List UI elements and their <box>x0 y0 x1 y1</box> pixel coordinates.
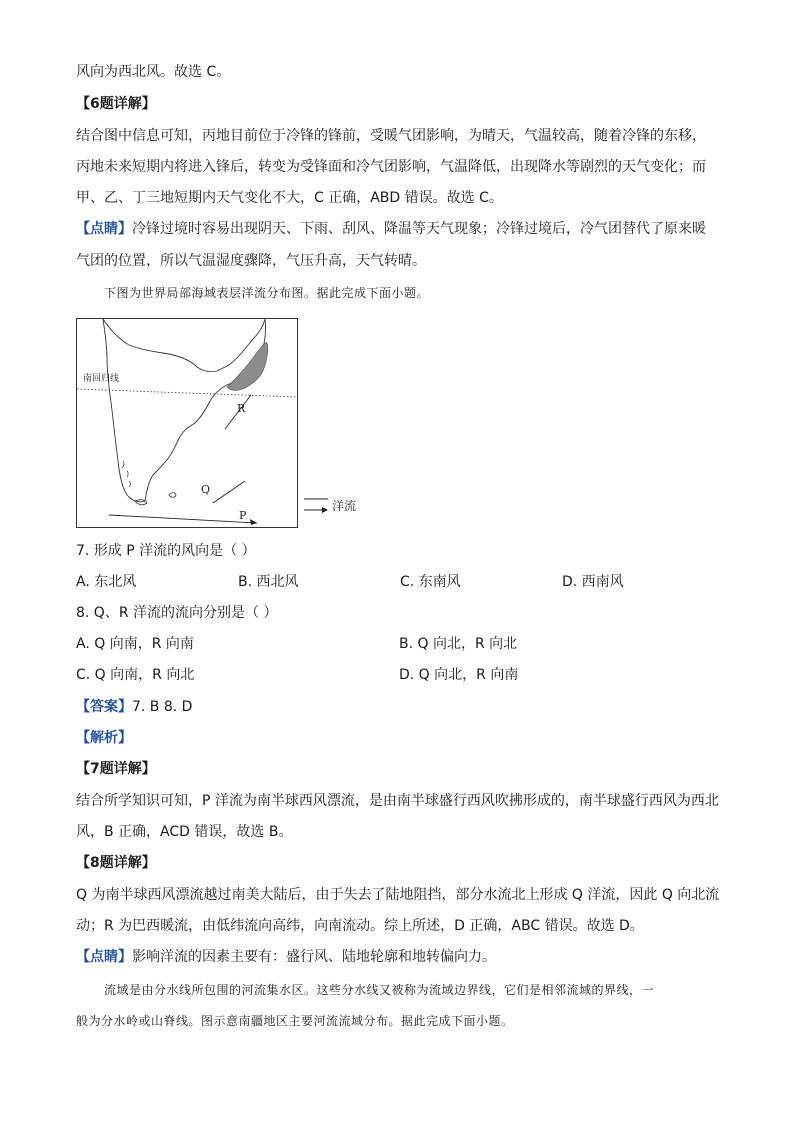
intro-ocean-currents: 下图为世界局部海域表层洋流分布图。据此完成下面小题。 <box>104 286 430 300</box>
legend-label: 洋流 <box>332 499 357 513</box>
answer-label: 【答案】 <box>76 699 132 715</box>
q8-option-b[interactable]: B. Q 向北，R 向北 <box>399 636 518 652</box>
detail8-line-1: Q 为南半球西风漂流越过南美大陆后，由于失去了陆地阻挡，部分水流北上形成 Q 洋流，因此 Q 向北流 <box>76 887 720 903</box>
note1-line-2: 气团的位置，所以气温湿度骤降，气压升高，天气转晴。 <box>76 253 426 269</box>
detail8-heading: 【8题详解】 <box>76 855 156 871</box>
answer-tail: 风向为西北风。故选 C。 <box>76 64 231 80</box>
analysis-label: 【解析】 <box>76 730 132 746</box>
legend-arrowhead <box>322 507 328 513</box>
label-R: R <box>237 402 246 415</box>
answer-line <box>76 697 192 717</box>
label-P: P <box>239 509 247 522</box>
detail7-heading: 【7题详解】 <box>76 761 156 777</box>
detail6-line-3: 甲、乙、丁三地短期内天气变化不大，C 正确，ABD 错误。故选 C。 <box>76 190 503 206</box>
q7-option-d[interactable]: D. 西南风 <box>562 574 624 590</box>
answer-text: 7. B 8. D <box>132 699 193 715</box>
note2-line <box>76 947 496 967</box>
detail7-line-1: 结合所学知识可知，P 洋流为南半球西风漂流，是由南半球盛行西风吹拂形成的，南半球盛行西风为西北 <box>76 793 719 809</box>
q8-stem: 8. Q、R 洋流的流向分别是（ ） <box>76 605 278 621</box>
note1-text: 冷锋过境时容易出现阴天、下雨、刮风、降温等天气现象；冷锋过境后，冷气团替代了原来暖 <box>132 221 706 237</box>
intro2-line-1: 流域是由分水线所包围的河流集水区。这些分水线又被称为流域边界线，它们是相邻流域的界线，一 <box>104 983 655 997</box>
q8-option-d[interactable]: D. Q 向北，R 向南 <box>399 667 519 683</box>
brazil-current-shading <box>227 343 268 391</box>
note1-line-1 <box>76 219 706 239</box>
tropic-label: 南回归线 <box>83 374 120 384</box>
q8-option-a[interactable]: A. Q 向南，R 向南 <box>76 636 194 652</box>
chile-islands <box>122 461 131 487</box>
current-P-arrowhead <box>250 519 257 525</box>
q7-option-a[interactable]: A. 东北风 <box>76 574 137 590</box>
map-legend <box>300 492 370 526</box>
detail6-line-2: 丙地未来短期内将进入锋后，转变为受锋面和冷气团影响，气温降低，出现降水等剧烈的天气变化；而 <box>76 159 706 175</box>
south-america-outline <box>103 319 265 372</box>
q7-option-c[interactable]: C. 东南风 <box>400 574 461 590</box>
detail8-line-2: 动；R 为巴西暖流，由低纬流向高纬，向南流动。综上所述，D 正确，ABC 错误。故选 D。 <box>76 918 644 934</box>
intro2-line-2: 般为分水岭或山脊线。图示意南疆地区主要河流流域分布。据此完成下面小题。 <box>76 1014 514 1028</box>
map-svg <box>77 319 297 527</box>
south-america-west-coast <box>103 319 145 502</box>
falkland-islands <box>169 493 176 498</box>
detail7-line-2: 风，B 正确，ACD 错误，故选 B。 <box>76 824 293 840</box>
current-P-line <box>109 515 257 523</box>
note2-label: 【点睛】 <box>76 949 132 965</box>
note1-label: 【点睛】 <box>76 221 132 237</box>
detail6-line-1: 结合图中信息可知，丙地目前位于冷锋的锋前，受暖气团影响，为晴天，气温较高，随着冷锋的东移， <box>76 128 706 144</box>
ocean-current-map <box>76 318 298 528</box>
q7-stem: 7. 形成 P 洋流的风向是（ ） <box>76 543 256 559</box>
q7-option-b[interactable]: B. 西北风 <box>238 574 299 590</box>
q8-option-c[interactable]: C. Q 向南，R 向北 <box>76 667 195 683</box>
note2-text: 影响洋流的因素主要有：盛行风、陆地轮廓和地转偏向力。 <box>132 949 496 965</box>
legend-svg <box>300 492 370 522</box>
label-Q: Q <box>201 483 211 496</box>
current-Q-line <box>213 481 245 503</box>
detail6-heading: 【6题详解】 <box>76 96 156 112</box>
